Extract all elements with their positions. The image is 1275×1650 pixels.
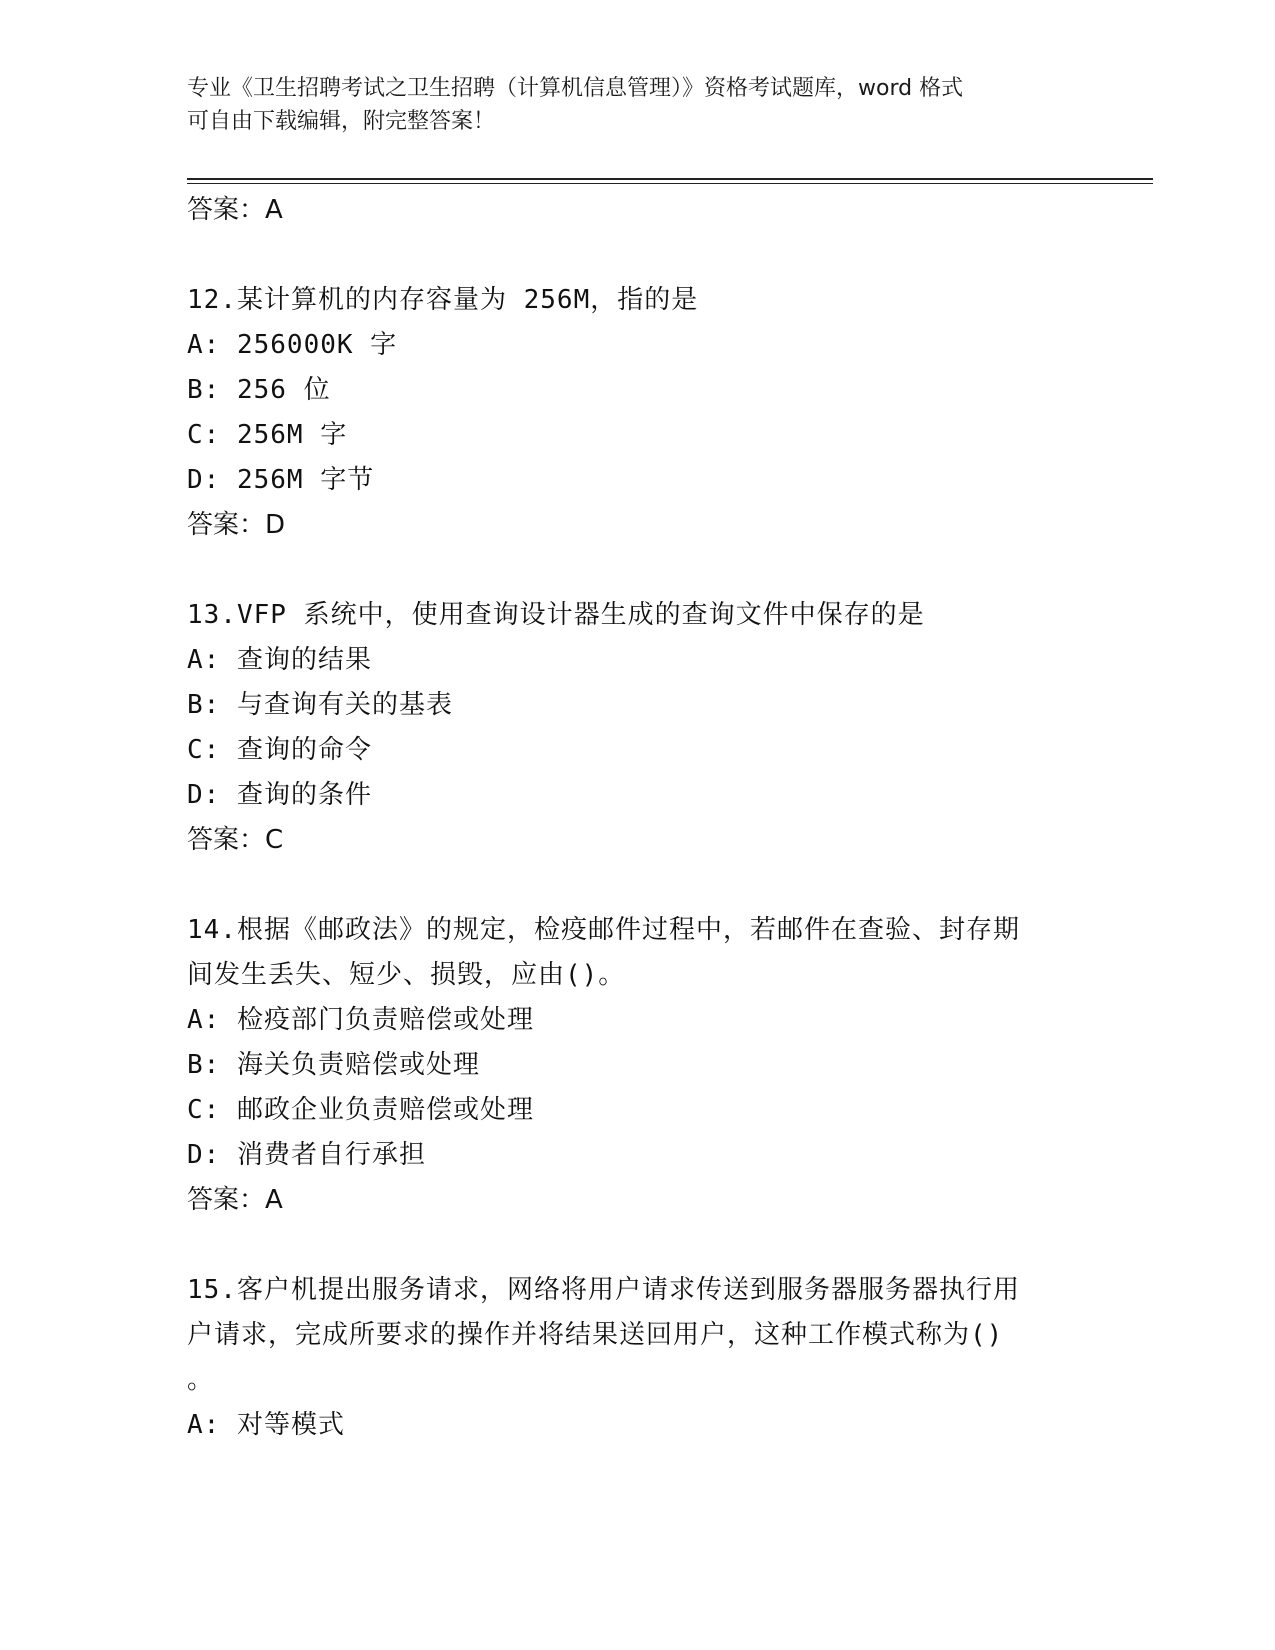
question-title: 13.VFP 系统中，使用查询设计器生成的查询文件中保存的是 bbox=[187, 600, 925, 630]
question-15 bbox=[187, 1268, 1087, 1448]
question-12 bbox=[187, 278, 1087, 548]
header-line-1: 专业《卫生招聘考试之卫生招聘（计算机信息管理）》资格考试题库，word 格式 bbox=[187, 76, 964, 101]
option-b: B: 256 位 bbox=[187, 375, 331, 405]
option-a: A: 256000K 字 bbox=[187, 330, 398, 360]
option-b: B: 与查询有关的基表 bbox=[187, 690, 453, 720]
header-line-2: 可自由下载编辑，附完整答案！ bbox=[187, 109, 496, 134]
header-divider-thick bbox=[187, 178, 1153, 180]
header-divider-thin bbox=[187, 183, 1153, 184]
question-title: 12.某计算机的内存容量为 256M，指的是 bbox=[187, 285, 699, 315]
option-a: A: 检疫部门负责赔偿或处理 bbox=[187, 1005, 534, 1035]
option-a: A: 查询的结果 bbox=[187, 645, 372, 675]
question-title-line-1: 14.根据《邮政法》的规定，检疫邮件过程中，若邮件在查验、封存期 bbox=[187, 915, 1020, 945]
answer-line: 答案：A bbox=[187, 1185, 283, 1215]
question-13 bbox=[187, 593, 1087, 863]
option-d: D: 查询的条件 bbox=[187, 780, 372, 810]
answer-line: 答案：A bbox=[187, 195, 283, 225]
question-14 bbox=[187, 908, 1087, 1223]
option-c: C: 查询的命令 bbox=[187, 735, 372, 765]
answer-line: 答案：D bbox=[187, 510, 286, 540]
document-header bbox=[187, 72, 1067, 138]
document-body bbox=[187, 188, 1087, 1448]
answer-line: 答案：C bbox=[187, 825, 284, 855]
question-title-line-2: 间发生丢失、短少、损毁，应由()。 bbox=[187, 960, 626, 990]
option-d: D: 256M 字节 bbox=[187, 465, 375, 495]
option-c: C: 256M 字 bbox=[187, 420, 348, 450]
option-d: D: 消费者自行承担 bbox=[187, 1140, 426, 1170]
question-title-line-1: 15.客户机提出服务请求，网络将用户请求传送到服务器服务器执行用 bbox=[187, 1275, 1020, 1305]
question-title-line-3: 。 bbox=[187, 1365, 215, 1395]
option-a: A: 对等模式 bbox=[187, 1410, 345, 1440]
option-c: C: 邮政企业负责赔偿或处理 bbox=[187, 1095, 534, 1125]
question-title-line-2: 户请求，完成所要求的操作并将结果送回用户，这种工作模式称为() bbox=[187, 1320, 1004, 1350]
option-b: B: 海关负责赔偿或处理 bbox=[187, 1050, 480, 1080]
